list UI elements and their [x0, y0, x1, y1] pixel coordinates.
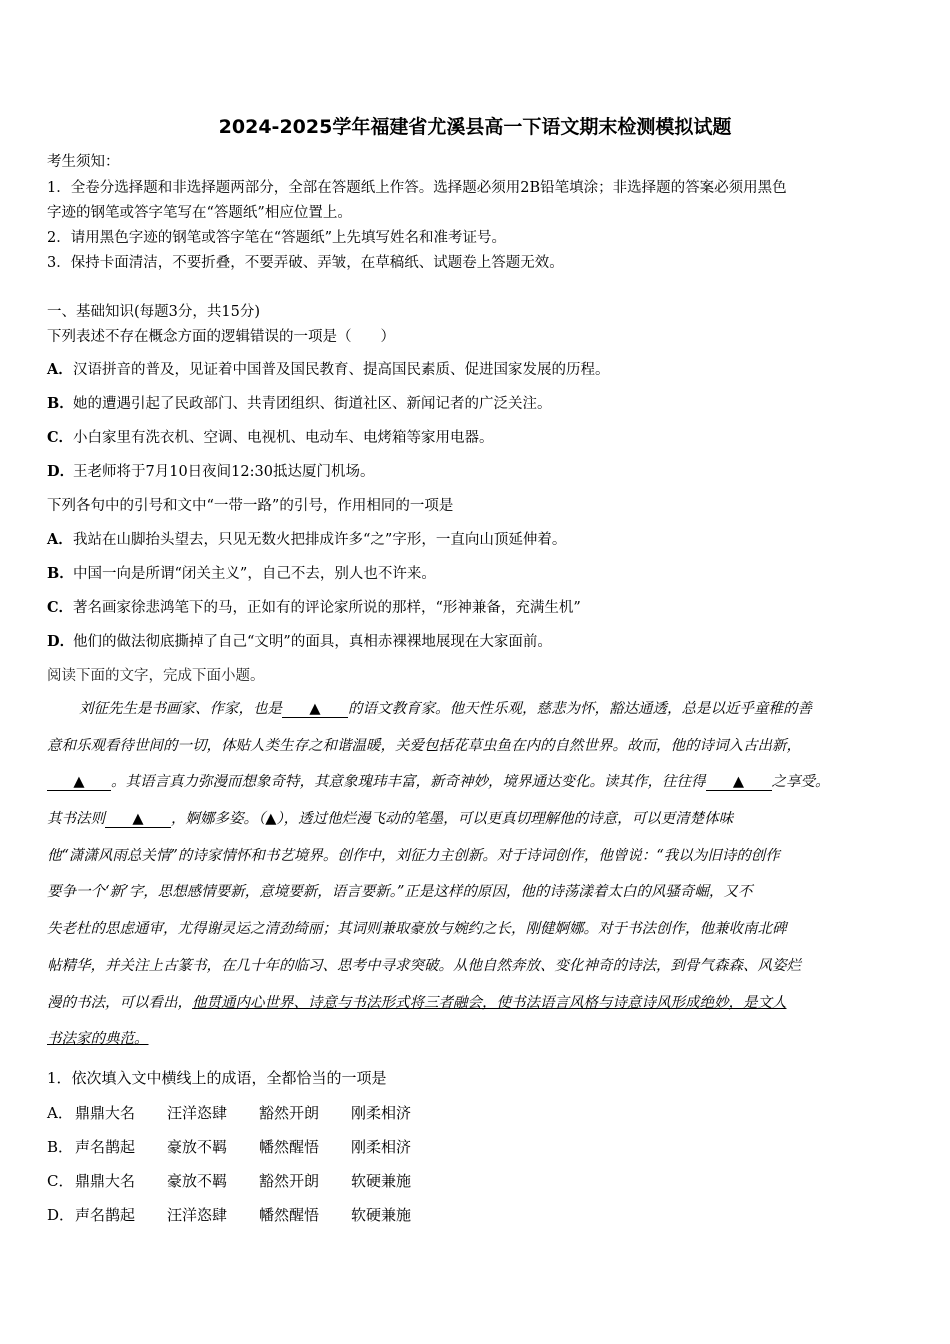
option-label: A． — [47, 531, 73, 548]
passage-line: 帖精华，并关注上古篆书，在几十年的临习、思考中寻求突破。从他自然奔放、变化神奇的诗法，到骨气森森、风姿烂 — [47, 957, 801, 974]
option-word: 软硬兼施 — [351, 1172, 412, 1190]
option-text: 王老师将于7月10日夜间12:30抵达厦门机场。 — [73, 464, 375, 480]
option-label: C． — [47, 429, 74, 446]
reading-passage — [47, 691, 905, 1058]
option-word: 鼎鼎大名 — [75, 1172, 136, 1190]
passage-text: 。其语言真力弥漫而想象奇特，其意象瑰玮丰富，新奇神妙，境界通达变化。读其作，往往得 — [111, 774, 706, 791]
option-label: B． — [47, 565, 74, 582]
reading-intro: 阅读下面的文字，完成下面小题。 — [47, 668, 265, 684]
option-word: 幡然醒悟 — [259, 1206, 320, 1224]
q3-option-d[interactable] — [47, 1204, 443, 1225]
passage-text: ，婀娜多姿。（ — [171, 811, 266, 828]
q2-option-a[interactable] — [47, 530, 566, 550]
option-word: 豪放不羁 — [167, 1138, 228, 1156]
notice-item-2: 2．请用黑色字迹的钢笔或答字笔在“答题纸”上先填写姓名和准考证号。 — [47, 230, 507, 246]
option-word: 幡然醒悟 — [259, 1138, 320, 1156]
passage-line: 意和乐观看待世间的一切，体贴人类生存之和谐温暖，关爱包括花草虫鱼在内的自然世界。故而，他的诗词入古出新， — [47, 737, 801, 754]
option-word: 软硬兼施 — [351, 1206, 412, 1224]
option-word: 豁然开朗 — [259, 1104, 320, 1122]
option-word: 汪洋恣肆 — [167, 1206, 228, 1224]
option-word: 声名鹊起 — [75, 1206, 136, 1224]
option-label: D． — [47, 1206, 75, 1224]
passage-line: 失老杜的思虑通审，尤得谢灵运之清劲绮丽；其词则兼取豪放与婉约之长，刚健婀娜。对于书法创作，他兼收南北碑 — [47, 921, 787, 938]
passage-text: ），透过他烂漫飞动的笔墨，可以更真切理解他的诗意，可以更清楚体味 — [276, 811, 734, 828]
q3-stem: 1．依次填入文中横线上的成语，全都恰当的一项是 — [47, 1069, 387, 1087]
notice-item-1b: 字迹的钢笔或答字笔写在“答题纸”相应位置上。 — [47, 205, 352, 221]
section-heading: 一、基础知识(每题3分，共15分) — [47, 304, 260, 320]
option-word: 汪洋恣肆 — [167, 1104, 228, 1122]
exam-title: 2024-2025学年福建省尤溪县高一下语文期末检测模拟试题 — [218, 116, 732, 138]
option-word: 豪放不羁 — [167, 1172, 228, 1190]
option-word: 鼎鼎大名 — [75, 1104, 136, 1122]
option-label: A． — [47, 361, 73, 378]
q2-stem: 下列各句中的引号和文中“一带一路”的引号，作用相同的一项是 — [47, 498, 454, 514]
q1-option-a[interactable] — [47, 360, 610, 380]
blank-5: ▲ — [265, 811, 277, 828]
option-label: D． — [47, 463, 75, 480]
notice-heading: 考生须知： — [47, 154, 120, 170]
q2-option-c[interactable] — [47, 598, 581, 618]
option-text: 著名画家徐悲鸿笔下的马，正如有的评论家所说的那样，“形神兼备，充满生机” — [73, 600, 581, 616]
option-label: B． — [47, 395, 74, 412]
option-text: 他们的做法彻底撕掉了自己“文明”的面具，真相赤裸裸地展现在大家面前。 — [73, 634, 552, 650]
passage-line: 要争一个‘新’字，思想感情要新，意境要新，语言要新。”正是这样的原因，他的诗荡漾着太白的风骚奇崛，又不 — [47, 884, 753, 901]
passage-line — [47, 691, 905, 728]
blank-1: ▲ — [282, 701, 348, 718]
option-text: 我站在山脚抬头望去，只见无数火把排成许多“之”字形，一直向山顶延伸着。 — [73, 532, 567, 548]
passage-line — [47, 801, 905, 838]
passage-text: 其书法则 — [47, 811, 105, 828]
q1-option-d[interactable] — [47, 462, 374, 482]
blank-3: ▲ — [706, 774, 772, 791]
q2-option-b[interactable] — [47, 564, 436, 584]
option-word: 刚柔相济 — [351, 1104, 412, 1122]
underlined-sentence: 书法家的典范。 — [47, 1031, 149, 1048]
passage-text: 的语文教育家。他天性乐观，慈悲为怀，豁达通透，总是以近乎童稚的善 — [348, 701, 812, 717]
option-text: 小白家里有洗衣机、空调、电视机、电动车、电烤箱等家用电器。 — [73, 430, 494, 446]
option-label: C． — [47, 599, 74, 616]
option-label: D． — [47, 633, 75, 650]
q3-option-b[interactable] — [47, 1136, 443, 1157]
passage-line — [47, 1021, 905, 1058]
passage-line — [47, 985, 905, 1022]
passage-text: 漫的书法，可以看出， — [47, 994, 192, 1011]
q1-option-c[interactable] — [47, 428, 494, 448]
passage-line — [47, 764, 905, 801]
option-text: 她的遭遇引起了民政部门、共青团组织、街道社区、新闻记者的广泛关注。 — [73, 396, 552, 412]
blank-2: ▲ — [47, 774, 111, 791]
option-text: 中国一向是所谓“闭关主义”，自己不去，别人也不许来。 — [73, 566, 436, 582]
option-word: 豁然开朗 — [259, 1172, 320, 1190]
option-text: 汉语拼音的普及，见证着中国普及国民教育、提高国民素质、促进国家发展的历程。 — [73, 362, 610, 378]
option-label: B． — [47, 1138, 74, 1156]
q3-option-c[interactable] — [47, 1170, 443, 1191]
notice-item-3: 3．保持卡面清洁，不要折叠，不要弄破、弄皱，在草稿纸、试题卷上答题无效。 — [47, 255, 564, 271]
option-word: 声名鹊起 — [75, 1138, 136, 1156]
underlined-sentence: 他贯通内心世界、诗意与书法形式将三者融会，使书法语言风格与诗意诗风形成绝妙，是文人 — [192, 994, 787, 1011]
q1-stem: 下列表述不存在概念方面的逻辑错误的一项是（ ） — [47, 329, 395, 345]
passage-text: 之享受。 — [771, 774, 830, 791]
option-label: A． — [47, 1104, 73, 1122]
q1-option-b[interactable] — [47, 394, 552, 414]
option-word: 刚柔相济 — [351, 1138, 412, 1156]
q2-option-d[interactable] — [47, 632, 552, 652]
blank-4: ▲ — [105, 811, 171, 828]
q3-option-a[interactable] — [47, 1102, 443, 1123]
passage-text: 刘征先生是书画家、作家，也是 — [79, 701, 282, 717]
option-label: C． — [47, 1172, 74, 1190]
passage-line: 他“潇潇风雨总关情”的诗家情怀和书艺境界。创作中，刘征力主创新。对于诗词创作，他曾说：“我以为旧诗的创作 — [47, 847, 780, 864]
notice-item-1a: 1．全卷分选择题和非选择题两部分，全部在答题纸上作答。选择题必须用2B铅笔填涂；非选择题的答案必须用黑色 — [47, 180, 787, 196]
